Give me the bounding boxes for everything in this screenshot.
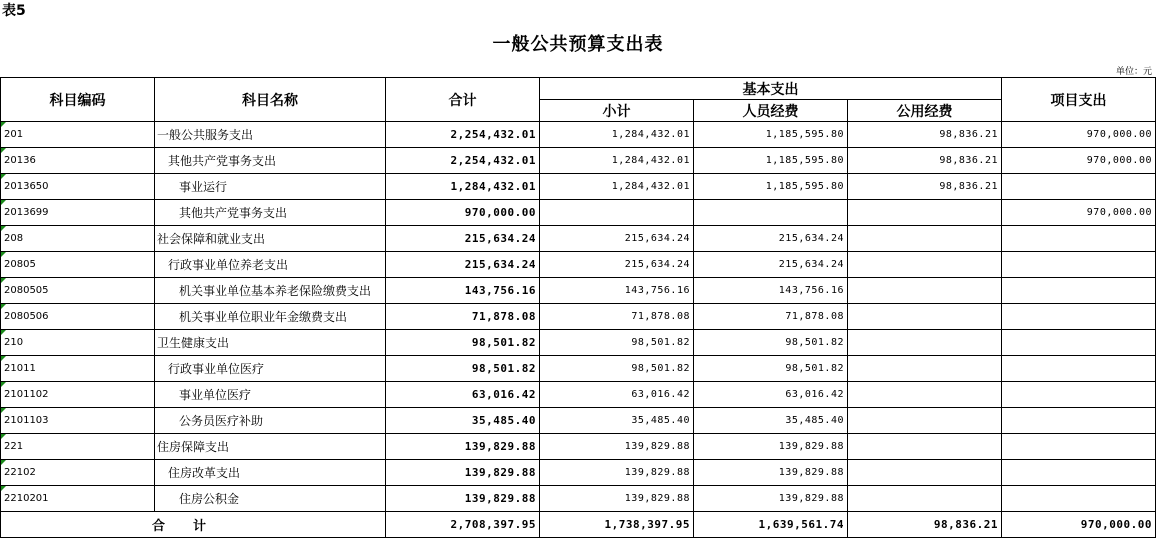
table-row — [1, 408, 1156, 434]
table-row — [1, 460, 1156, 486]
row-name: 一般公共服务支出 — [155, 122, 386, 148]
row-public — [848, 486, 1002, 512]
row-code: 20136 — [1, 148, 155, 174]
header-personnel: 人员经费 — [694, 100, 848, 122]
row-code: 2013699 — [1, 200, 155, 226]
row-total: 215,634.24 — [386, 252, 540, 278]
table-number-label: 表5 — [2, 3, 26, 19]
row-subtotal: 143,756.16 — [540, 278, 694, 304]
row-name: 其他共产党事务支出 — [155, 148, 386, 174]
row-public — [848, 356, 1002, 382]
row-personnel: 139,829.88 — [694, 434, 848, 460]
row-project — [1002, 408, 1156, 434]
row-public: 98,836.21 — [848, 148, 1002, 174]
table-row — [1, 226, 1156, 252]
row-name: 行政事业单位医疗 — [155, 356, 386, 382]
row-personnel: 139,829.88 — [694, 486, 848, 512]
row-project — [1002, 252, 1156, 278]
row-total: 2,254,432.01 — [386, 122, 540, 148]
table-row — [1, 252, 1156, 278]
row-subtotal: 35,485.40 — [540, 408, 694, 434]
row-project — [1002, 304, 1156, 330]
total-project: 970,000.00 — [1002, 512, 1156, 538]
row-subtotal: 139,829.88 — [540, 460, 694, 486]
document-title: 一般公共预算支出表 — [492, 34, 664, 55]
row-code: 2013650 — [1, 174, 155, 200]
table-row — [1, 200, 1156, 226]
row-project — [1002, 226, 1156, 252]
header-code: 科目编码 — [1, 78, 155, 122]
row-code: 2101103 — [1, 408, 155, 434]
header-subtotal: 小计 — [540, 100, 694, 122]
table-row — [1, 434, 1156, 460]
row-project: 970,000.00 — [1002, 148, 1156, 174]
row-name: 事业运行 — [155, 174, 386, 200]
row-code: 208 — [1, 226, 155, 252]
row-public: 98,836.21 — [848, 122, 1002, 148]
header-public: 公用经费 — [848, 100, 1002, 122]
total-total: 2,708,397.95 — [386, 512, 540, 538]
header-name: 科目名称 — [155, 78, 386, 122]
total-subtotal: 1,738,397.95 — [540, 512, 694, 538]
row-personnel: 71,878.08 — [694, 304, 848, 330]
row-name: 住房公积金 — [155, 486, 386, 512]
row-code: 20805 — [1, 252, 155, 278]
row-subtotal: 98,501.82 — [540, 356, 694, 382]
row-personnel: 215,634.24 — [694, 252, 848, 278]
row-public — [848, 252, 1002, 278]
row-total: 63,016.42 — [386, 382, 540, 408]
row-name: 机关事业单位基本养老保险缴费支出 — [155, 278, 386, 304]
row-code: 210 — [1, 330, 155, 356]
row-total: 1,284,432.01 — [386, 174, 540, 200]
row-project — [1002, 434, 1156, 460]
row-code: 2080505 — [1, 278, 155, 304]
row-code: 22102 — [1, 460, 155, 486]
total-label: 合计 — [1, 512, 386, 538]
row-total: 215,634.24 — [386, 226, 540, 252]
table-row — [1, 278, 1156, 304]
row-subtotal: 139,829.88 — [540, 486, 694, 512]
row-total: 2,254,432.01 — [386, 148, 540, 174]
row-public — [848, 460, 1002, 486]
row-personnel: 1,185,595.80 — [694, 148, 848, 174]
row-name: 事业单位医疗 — [155, 382, 386, 408]
row-personnel: 139,829.88 — [694, 460, 848, 486]
row-name: 卫生健康支出 — [155, 330, 386, 356]
header-total: 合计 — [386, 78, 540, 122]
total-public: 98,836.21 — [848, 512, 1002, 538]
row-subtotal: 139,829.88 — [540, 434, 694, 460]
row-total: 71,878.08 — [386, 304, 540, 330]
row-total: 139,829.88 — [386, 486, 540, 512]
row-project: 970,000.00 — [1002, 200, 1156, 226]
row-project — [1002, 486, 1156, 512]
unit-label: 单位：元 — [1115, 67, 1152, 77]
row-total: 98,501.82 — [386, 330, 540, 356]
row-total: 139,829.88 — [386, 434, 540, 460]
row-subtotal — [540, 200, 694, 226]
table-row — [1, 304, 1156, 330]
row-personnel: 98,501.82 — [694, 330, 848, 356]
row-code: 2080506 — [1, 304, 155, 330]
row-project — [1002, 356, 1156, 382]
row-subtotal: 63,016.42 — [540, 382, 694, 408]
row-project — [1002, 278, 1156, 304]
row-name: 住房保障支出 — [155, 434, 386, 460]
row-public — [848, 382, 1002, 408]
row-project: 970,000.00 — [1002, 122, 1156, 148]
row-total: 35,485.40 — [386, 408, 540, 434]
row-name: 行政事业单位养老支出 — [155, 252, 386, 278]
header-project-expenditure: 项目支出 — [1002, 78, 1156, 122]
table-row — [1, 382, 1156, 408]
total-row — [1, 512, 1156, 538]
row-personnel — [694, 200, 848, 226]
row-personnel: 1,185,595.80 — [694, 174, 848, 200]
row-code: 2210201 — [1, 486, 155, 512]
table-row — [1, 148, 1156, 174]
row-code: 21011 — [1, 356, 155, 382]
row-subtotal: 71,878.08 — [540, 304, 694, 330]
row-project — [1002, 174, 1156, 200]
row-public — [848, 226, 1002, 252]
row-subtotal: 215,634.24 — [540, 226, 694, 252]
budget-expenditure-table — [0, 77, 1156, 538]
row-total: 139,829.88 — [386, 460, 540, 486]
table-row — [1, 330, 1156, 356]
row-name: 公务员医疗补助 — [155, 408, 386, 434]
row-name: 其他共产党事务支出 — [155, 200, 386, 226]
row-subtotal: 1,284,432.01 — [540, 174, 694, 200]
row-total: 98,501.82 — [386, 356, 540, 382]
row-total: 143,756.16 — [386, 278, 540, 304]
total-personnel: 1,639,561.74 — [694, 512, 848, 538]
row-personnel: 143,756.16 — [694, 278, 848, 304]
row-public — [848, 330, 1002, 356]
row-public: 98,836.21 — [848, 174, 1002, 200]
row-name: 住房改革支出 — [155, 460, 386, 486]
row-personnel: 63,016.42 — [694, 382, 848, 408]
table-row — [1, 356, 1156, 382]
row-code: 2101102 — [1, 382, 155, 408]
row-public — [848, 304, 1002, 330]
row-subtotal: 215,634.24 — [540, 252, 694, 278]
row-public — [848, 434, 1002, 460]
table-row — [1, 122, 1156, 148]
row-name: 社会保障和就业支出 — [155, 226, 386, 252]
row-code: 221 — [1, 434, 155, 460]
row-personnel: 35,485.40 — [694, 408, 848, 434]
row-public — [848, 408, 1002, 434]
row-project — [1002, 460, 1156, 486]
header-basic-expenditure: 基本支出 — [540, 78, 1002, 100]
row-public — [848, 278, 1002, 304]
row-personnel: 1,185,595.80 — [694, 122, 848, 148]
row-name: 机关事业单位职业年金缴费支出 — [155, 304, 386, 330]
table-row — [1, 486, 1156, 512]
row-project — [1002, 330, 1156, 356]
row-public — [848, 200, 1002, 226]
row-code: 201 — [1, 122, 155, 148]
row-subtotal: 98,501.82 — [540, 330, 694, 356]
table-row — [1, 174, 1156, 200]
row-project — [1002, 382, 1156, 408]
row-total: 970,000.00 — [386, 200, 540, 226]
row-subtotal: 1,284,432.01 — [540, 122, 694, 148]
row-personnel: 215,634.24 — [694, 226, 848, 252]
row-subtotal: 1,284,432.01 — [540, 148, 694, 174]
row-personnel: 98,501.82 — [694, 356, 848, 382]
